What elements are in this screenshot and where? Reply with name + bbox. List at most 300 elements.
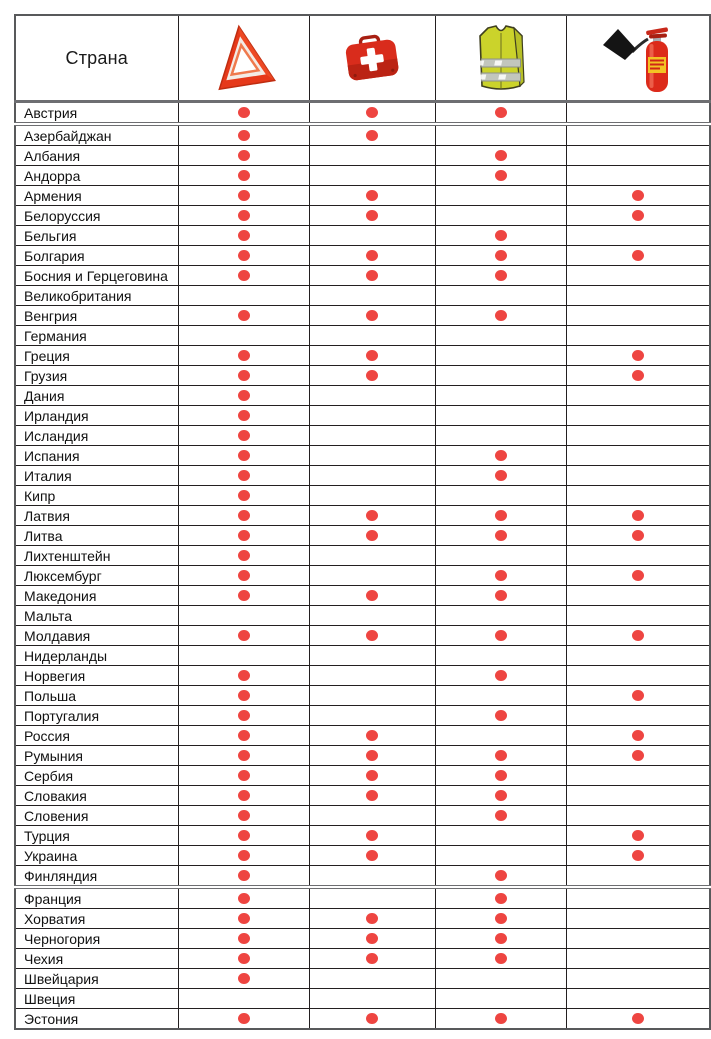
triangle-cell (178, 266, 309, 286)
requirement-dot (238, 230, 250, 241)
table-row (15, 206, 710, 226)
triangle-cell (178, 626, 309, 646)
requirement-dot (238, 710, 250, 721)
requirement-dot (495, 790, 507, 801)
table-row (15, 969, 710, 989)
triangle-cell (178, 246, 309, 266)
triangle-cell (178, 566, 309, 586)
first-aid-kit-cell (309, 206, 435, 226)
requirement-dot (366, 953, 378, 964)
requirement-dot (238, 370, 250, 381)
requirement-dot (366, 350, 378, 361)
triangle-cell (178, 166, 309, 186)
vest-cell (435, 506, 566, 526)
requirement-dot (238, 430, 250, 441)
country-name: Румыния (15, 746, 178, 766)
triangle-cell (178, 326, 309, 346)
first-aid-kit-cell (309, 887, 435, 909)
country-name: Эстония (15, 1009, 178, 1030)
vest-cell (435, 366, 566, 386)
table-row (15, 626, 710, 646)
table-row (15, 446, 710, 466)
vest-cell (435, 969, 566, 989)
country-name: Мальта (15, 606, 178, 626)
vest-cell (435, 124, 566, 146)
first-aid-kit-cell (309, 124, 435, 146)
triangle-cell (178, 706, 309, 726)
requirement-dot (366, 510, 378, 521)
requirement-dot (238, 933, 250, 944)
requirement-dot (366, 630, 378, 641)
vest-cell (435, 166, 566, 186)
vest-cell (435, 446, 566, 466)
extinguisher-cell (566, 866, 710, 888)
triangle-cell (178, 146, 309, 166)
extinguisher-cell (566, 386, 710, 406)
first-aid-kit-cell (309, 326, 435, 346)
triangle-cell (178, 366, 309, 386)
table-body (15, 102, 710, 1030)
vest-cell (435, 866, 566, 888)
fire-extinguisher-icon (599, 22, 677, 94)
requirement-dot (238, 913, 250, 924)
country-name: Венгрия (15, 306, 178, 326)
vest-cell (435, 306, 566, 326)
requirement-dot (366, 590, 378, 601)
requirement-dot (632, 530, 644, 541)
table-row (15, 806, 710, 826)
first-aid-kit-cell (309, 446, 435, 466)
requirement-dot (632, 250, 644, 261)
table-row (15, 366, 710, 386)
table-row (15, 386, 710, 406)
country-name: Кипр (15, 486, 178, 506)
vest-cell (435, 606, 566, 626)
country-equipment-table (14, 14, 711, 1030)
country-name: Молдавия (15, 626, 178, 646)
requirement-dot (495, 770, 507, 781)
requirement-dot (366, 107, 378, 118)
country-name: Финляндия (15, 866, 178, 888)
triangle-cell (178, 586, 309, 606)
requirement-dot (366, 530, 378, 541)
first-aid-kit-cell (309, 346, 435, 366)
first-aid-kit-cell (309, 646, 435, 666)
requirement-dot (238, 250, 250, 261)
requirement-dot (238, 270, 250, 281)
country-name: Германия (15, 326, 178, 346)
country-name: Швейцария (15, 969, 178, 989)
triangle-cell (178, 949, 309, 969)
requirement-dot (495, 810, 507, 821)
triangle-cell (178, 786, 309, 806)
first-aid-kit-cell (309, 166, 435, 186)
table-row (15, 526, 710, 546)
requirement-dot (238, 310, 250, 321)
requirement-dot (632, 350, 644, 361)
triangle-cell (178, 186, 309, 206)
first-aid-kit-cell (309, 246, 435, 266)
vest-cell (435, 626, 566, 646)
vest-cell (435, 386, 566, 406)
vest-cell (435, 887, 566, 909)
requirement-dot (495, 530, 507, 541)
vest-cell (435, 566, 566, 586)
triangle-cell (178, 887, 309, 909)
first-aid-kit-cell (309, 1009, 435, 1030)
country-name: Лихтенштейн (15, 546, 178, 566)
country-name: Польша (15, 686, 178, 706)
extinguisher-cell (566, 366, 710, 386)
table-row (15, 909, 710, 929)
vest-cell (435, 726, 566, 746)
triangle-cell (178, 969, 309, 989)
requirement-dot (238, 690, 250, 701)
requirement-dot (238, 973, 250, 984)
table-row (15, 226, 710, 246)
first-aid-kit-cell (309, 586, 435, 606)
table-row (15, 846, 710, 866)
first-aid-kit-cell (309, 726, 435, 746)
requirement-dot (495, 670, 507, 681)
triangle-cell (178, 666, 309, 686)
requirement-dot (495, 710, 507, 721)
requirement-dot (238, 510, 250, 521)
extinguisher-cell (566, 1009, 710, 1030)
extinguisher-cell (566, 206, 710, 226)
vest-cell (435, 989, 566, 1009)
first-aid-kit-cell (309, 806, 435, 826)
first-aid-kit-cell (309, 386, 435, 406)
extinguisher-cell (566, 846, 710, 866)
requirement-dot (632, 370, 644, 381)
triangle-cell (178, 426, 309, 446)
requirement-dot (366, 1013, 378, 1024)
extinguisher-cell (566, 146, 710, 166)
header-row (15, 15, 710, 102)
table-row (15, 887, 710, 909)
vest-cell (435, 766, 566, 786)
extinguisher-cell (566, 887, 710, 909)
table-row (15, 706, 710, 726)
table-row (15, 1009, 710, 1030)
reflective-vest-column-header (435, 15, 566, 102)
requirement-dot (238, 630, 250, 641)
first-aid-kit-cell (309, 366, 435, 386)
vest-cell (435, 526, 566, 546)
extinguisher-cell (566, 686, 710, 706)
first-aid-kit-cell (309, 686, 435, 706)
requirement-dot (238, 790, 250, 801)
table-row (15, 826, 710, 846)
triangle-cell (178, 124, 309, 146)
requirement-dot (238, 190, 250, 201)
requirement-dot (495, 953, 507, 964)
requirement-dot (238, 670, 250, 681)
requirement-dot (632, 1013, 644, 1024)
country-name: Латвия (15, 506, 178, 526)
first-aid-kit-cell (309, 766, 435, 786)
table-row (15, 186, 710, 206)
vest-cell (435, 326, 566, 346)
table-row (15, 666, 710, 686)
first-aid-kit-cell (309, 526, 435, 546)
country-column-header (15, 15, 178, 102)
requirement-dot (495, 170, 507, 181)
first-aid-kit-cell (309, 989, 435, 1009)
requirement-dot (495, 250, 507, 261)
extinguisher-cell (566, 949, 710, 969)
vest-cell (435, 909, 566, 929)
country-name: Андорра (15, 166, 178, 186)
requirement-dot (366, 850, 378, 861)
table-row (15, 949, 710, 969)
requirement-dot (238, 770, 250, 781)
table-row (15, 646, 710, 666)
table-row (15, 124, 710, 146)
requirement-dot (495, 1013, 507, 1024)
country-name: Великобритания (15, 286, 178, 306)
requirement-dot (366, 190, 378, 201)
requirement-dot (366, 770, 378, 781)
requirement-dot (495, 590, 507, 601)
vest-cell (435, 266, 566, 286)
table-row (15, 989, 710, 1009)
requirement-dot (238, 390, 250, 401)
table-row (15, 146, 710, 166)
triangle-cell (178, 346, 309, 366)
country-name: Греция (15, 346, 178, 366)
requirement-dot (632, 850, 644, 861)
requirement-dot (366, 250, 378, 261)
country-name: Дания (15, 386, 178, 406)
vest-cell (435, 102, 566, 125)
triangle-cell (178, 102, 309, 125)
extinguisher-cell (566, 186, 710, 206)
table-row (15, 326, 710, 346)
first-aid-kit-cell (309, 306, 435, 326)
extinguisher-cell (566, 706, 710, 726)
first-aid-kit-cell (309, 786, 435, 806)
requirement-dot (366, 310, 378, 321)
country-name: Нидерланды (15, 646, 178, 666)
table-row (15, 166, 710, 186)
vest-cell (435, 826, 566, 846)
first-aid-kit-cell (309, 969, 435, 989)
vest-cell (435, 466, 566, 486)
requirement-dot (495, 230, 507, 241)
vest-cell (435, 949, 566, 969)
country-name: Хорватия (15, 909, 178, 929)
table-row (15, 686, 710, 706)
triangle-cell (178, 506, 309, 526)
table-row (15, 246, 710, 266)
requirement-dot (238, 570, 250, 581)
vest-cell (435, 546, 566, 566)
requirement-dot (238, 730, 250, 741)
extinguisher-cell (566, 586, 710, 606)
first-aid-kit-cell (309, 286, 435, 306)
triangle-cell (178, 546, 309, 566)
requirement-dot (366, 790, 378, 801)
table-row (15, 406, 710, 426)
requirement-dot (238, 350, 250, 361)
country-name: Македония (15, 586, 178, 606)
vest-cell (435, 586, 566, 606)
triangle-cell (178, 766, 309, 786)
extinguisher-cell (566, 786, 710, 806)
triangle-cell (178, 446, 309, 466)
requirement-dot (495, 450, 507, 461)
reflective-vest-icon (470, 24, 532, 92)
extinguisher-cell (566, 666, 710, 686)
requirement-dot (238, 107, 250, 118)
extinguisher-cell (566, 806, 710, 826)
vest-cell (435, 206, 566, 226)
triangle-cell (178, 526, 309, 546)
requirement-dot (238, 490, 250, 501)
vest-cell (435, 226, 566, 246)
country-name: Албания (15, 146, 178, 166)
warning-triangle-column-header (178, 15, 309, 102)
extinguisher-cell (566, 546, 710, 566)
first-aid-kit-cell (309, 949, 435, 969)
vest-cell (435, 666, 566, 686)
warning-triangle-icon (212, 22, 276, 94)
requirement-dot (495, 510, 507, 521)
requirement-dot (495, 470, 507, 481)
country-name: Бельгия (15, 226, 178, 246)
extinguisher-cell (566, 486, 710, 506)
fire-extinguisher-column-header (566, 15, 710, 102)
first-aid-kit-cell (309, 186, 435, 206)
table-row (15, 929, 710, 949)
triangle-cell (178, 206, 309, 226)
extinguisher-cell (566, 969, 710, 989)
vest-cell (435, 346, 566, 366)
first-aid-kit-cell (309, 606, 435, 626)
country-name: Черногория (15, 929, 178, 949)
requirement-dot (238, 850, 250, 861)
extinguisher-cell (566, 646, 710, 666)
first-aid-kit-cell (309, 406, 435, 426)
table-row (15, 746, 710, 766)
requirement-dot (366, 750, 378, 761)
extinguisher-cell (566, 726, 710, 746)
requirement-dot (366, 730, 378, 741)
first-aid-kit-cell (309, 706, 435, 726)
extinguisher-cell (566, 426, 710, 446)
vest-cell (435, 646, 566, 666)
extinguisher-cell (566, 606, 710, 626)
country-name: Украина (15, 846, 178, 866)
country-name: Армения (15, 186, 178, 206)
extinguisher-cell (566, 766, 710, 786)
extinguisher-cell (566, 266, 710, 286)
requirement-dot (238, 170, 250, 181)
country-name: Франция (15, 887, 178, 909)
requirement-dot (238, 150, 250, 161)
requirement-dot (495, 570, 507, 581)
requirement-dot (238, 450, 250, 461)
requirement-dot (495, 630, 507, 641)
country-name: Турция (15, 826, 178, 846)
extinguisher-cell (566, 989, 710, 1009)
table-row (15, 102, 710, 125)
vest-cell (435, 146, 566, 166)
first-aid-kit-cell (309, 746, 435, 766)
first-aid-kit-cell (309, 506, 435, 526)
country-name: Россия (15, 726, 178, 746)
vest-cell (435, 846, 566, 866)
first-aid-kit-cell (309, 566, 435, 586)
triangle-cell (178, 929, 309, 949)
table-row (15, 466, 710, 486)
requirement-dot (238, 830, 250, 841)
requirement-dot (238, 590, 250, 601)
extinguisher-cell (566, 506, 710, 526)
triangle-cell (178, 806, 309, 826)
triangle-cell (178, 989, 309, 1009)
requirement-dot (238, 410, 250, 421)
vest-cell (435, 286, 566, 306)
table-row (15, 586, 710, 606)
extinguisher-cell (566, 286, 710, 306)
extinguisher-cell (566, 626, 710, 646)
requirement-dot (495, 933, 507, 944)
requirement-dot (495, 750, 507, 761)
country-name: Белоруссия (15, 206, 178, 226)
triangle-cell (178, 306, 309, 326)
triangle-cell (178, 726, 309, 746)
requirement-dot (238, 210, 250, 221)
table-row (15, 286, 710, 306)
country-name: Азербайджан (15, 124, 178, 146)
requirement-dot (366, 270, 378, 281)
triangle-cell (178, 846, 309, 866)
first-aid-kit-cell (309, 909, 435, 929)
extinguisher-cell (566, 746, 710, 766)
country-name: Швеция (15, 989, 178, 1009)
country-name: Люксембург (15, 566, 178, 586)
table-row (15, 306, 710, 326)
country-name: Босния и Герцеговина (15, 266, 178, 286)
first-aid-kit-cell (309, 666, 435, 686)
requirement-dot (632, 190, 644, 201)
requirement-dot (238, 953, 250, 964)
triangle-cell (178, 386, 309, 406)
extinguisher-cell (566, 124, 710, 146)
country-name: Италия (15, 466, 178, 486)
extinguisher-cell (566, 446, 710, 466)
table-row (15, 606, 710, 626)
first-aid-kit-cell (309, 266, 435, 286)
requirement-dot (632, 690, 644, 701)
vest-cell (435, 246, 566, 266)
vest-cell (435, 186, 566, 206)
requirement-dot (495, 913, 507, 924)
country-name: Чехия (15, 949, 178, 969)
vest-cell (435, 1009, 566, 1030)
vest-cell (435, 686, 566, 706)
extinguisher-cell (566, 246, 710, 266)
extinguisher-cell (566, 406, 710, 426)
country-name: Ирландия (15, 406, 178, 426)
extinguisher-cell (566, 566, 710, 586)
first-aid-kit-cell (309, 826, 435, 846)
requirement-dot (366, 210, 378, 221)
triangle-cell (178, 686, 309, 706)
